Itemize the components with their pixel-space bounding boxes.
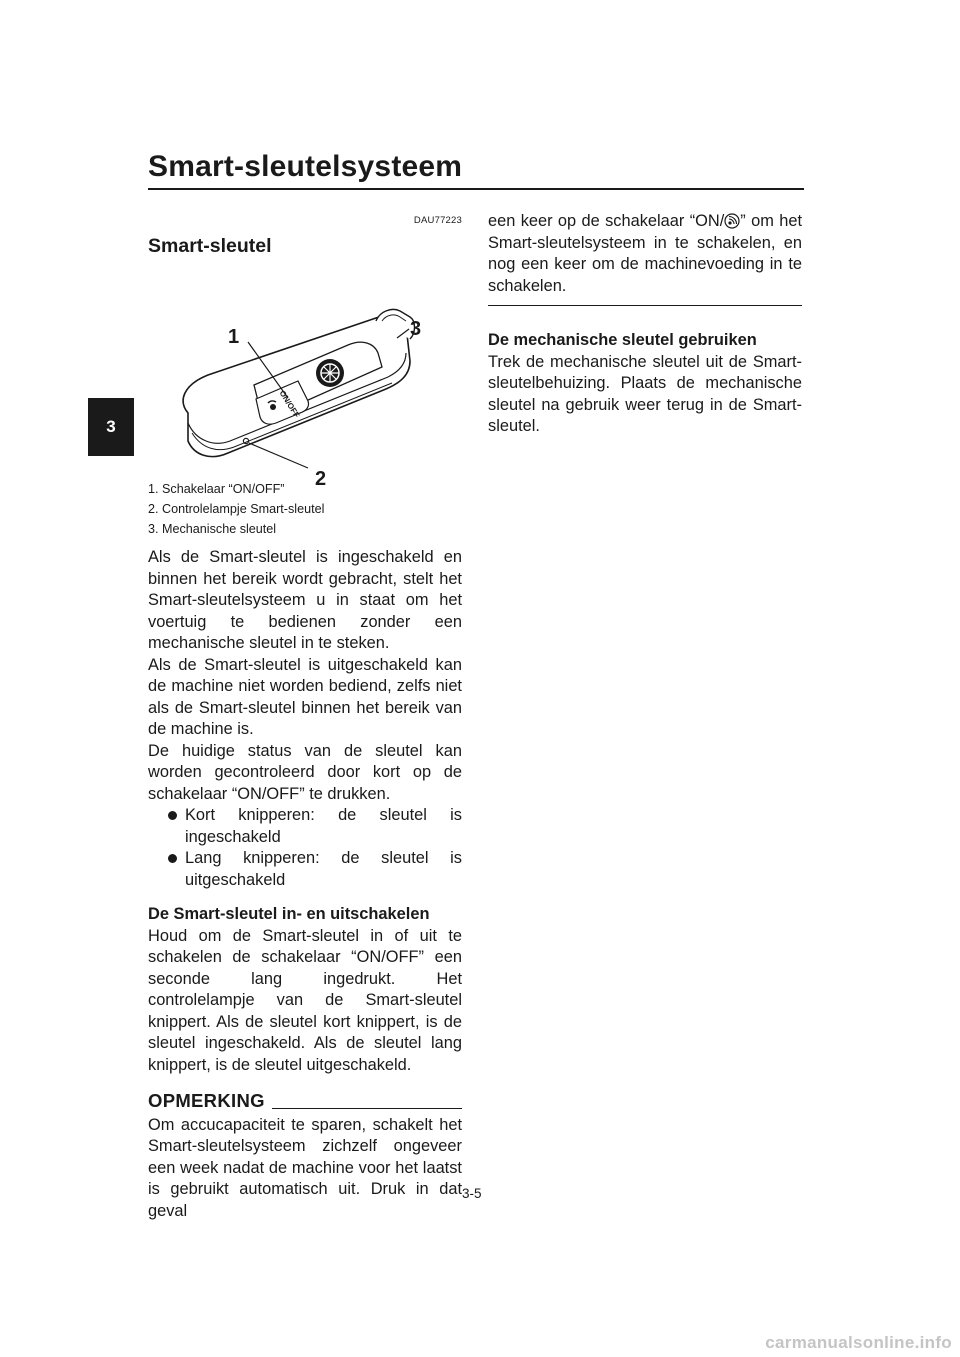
header-rule xyxy=(148,188,804,190)
page-title: Smart-sleutelsysteem xyxy=(148,150,463,183)
paragraph: Trek de mechanische sleutel uit de Smart-sleutelbehuizing. Plaats de mechanische sleutel na gebruik weer terug in de Smart-sleutel. xyxy=(488,352,802,435)
page-number: 3-5 xyxy=(462,1186,482,1201)
button-label: ON/OFF xyxy=(277,388,302,420)
paragraph: De huidige status van de sleutel kan worden gecontroleerd door kort op de schakelaar “ON/OFF” te drukken. xyxy=(148,741,462,803)
subheading: De Smart-sleutel in- en uitschakelen xyxy=(148,905,430,923)
note-text: Om accucapaciteit te sparen, schakelt het Smart-sleutelsysteem zichzelf ongeveer een week nadat de machine voor het laatst is gebruikt automatisch uit. Druk in dat geval xyxy=(148,1115,462,1220)
note-label: OPMERKING xyxy=(148,1090,265,1111)
left-column xyxy=(148,210,462,1222)
caption-item: 2. Controlelampje Smart-sleutel xyxy=(148,502,325,516)
figure-caption xyxy=(148,479,462,539)
document-code: DAU77223 xyxy=(413,215,462,226)
paragraph: Als de Smart-sleutel is ingeschakeld en binnen het bereik wordt gebracht, stelt het Smart-sleutelsysteem u in staat om het voertuig te bedienen zonder een mechanische sleutel in te steken. xyxy=(148,548,462,652)
callout-1: 1 xyxy=(228,326,240,348)
chapter-tab: 3 xyxy=(88,398,134,456)
note-text-part: een keer op de schakelaar “ON/ xyxy=(488,212,725,230)
note-rule xyxy=(272,1108,462,1109)
right-column xyxy=(488,211,802,438)
note-heading xyxy=(148,1090,462,1112)
paragraph: Houd om de Smart-sleutel in of uit te schakelen de schakelaar “ON/OFF” een seconde lang ingedrukt. Het controlelampje van de Smart-sleutel knippert. Als de sleutel kort knippert, is de sleutel ingeschakeld. Als de sleutel lang knippert, is de sleutel uitgeschakeld. xyxy=(148,926,462,1074)
note-text-part: ” om het Smart-sleutelsysteem in te schakelen, en nog een keer om de machinevoeding in te schakelen. xyxy=(488,212,803,295)
callout-3: 3 xyxy=(410,318,422,340)
watermark: carmanualsonline.info xyxy=(765,1333,952,1352)
callout-2: 2 xyxy=(315,468,327,490)
caption-item: 1. Schakelaar “ON/OFF” xyxy=(148,482,285,496)
onoff-button-icon xyxy=(724,213,740,229)
list-item: Kort knipperen: de sleutel is ingeschakeld xyxy=(148,805,462,848)
list-item: Lang knipperen: de sleutel is uitgeschakeld xyxy=(148,848,462,891)
subheading: De mechanische sleutel gebruiken xyxy=(488,331,757,349)
section-title: Smart-sleutel xyxy=(148,234,272,257)
note-text-continued xyxy=(488,211,802,297)
bullet-list xyxy=(148,805,462,891)
note-end-rule xyxy=(488,305,802,306)
caption-item: 3. Mechanische sleutel xyxy=(148,522,277,536)
paragraph: Als de Smart-sleutel is uitgeschakeld kan de machine niet worden bediend, zelfs niet als de Smart-sleutel binnen het bereik van de machine is. xyxy=(148,655,462,738)
